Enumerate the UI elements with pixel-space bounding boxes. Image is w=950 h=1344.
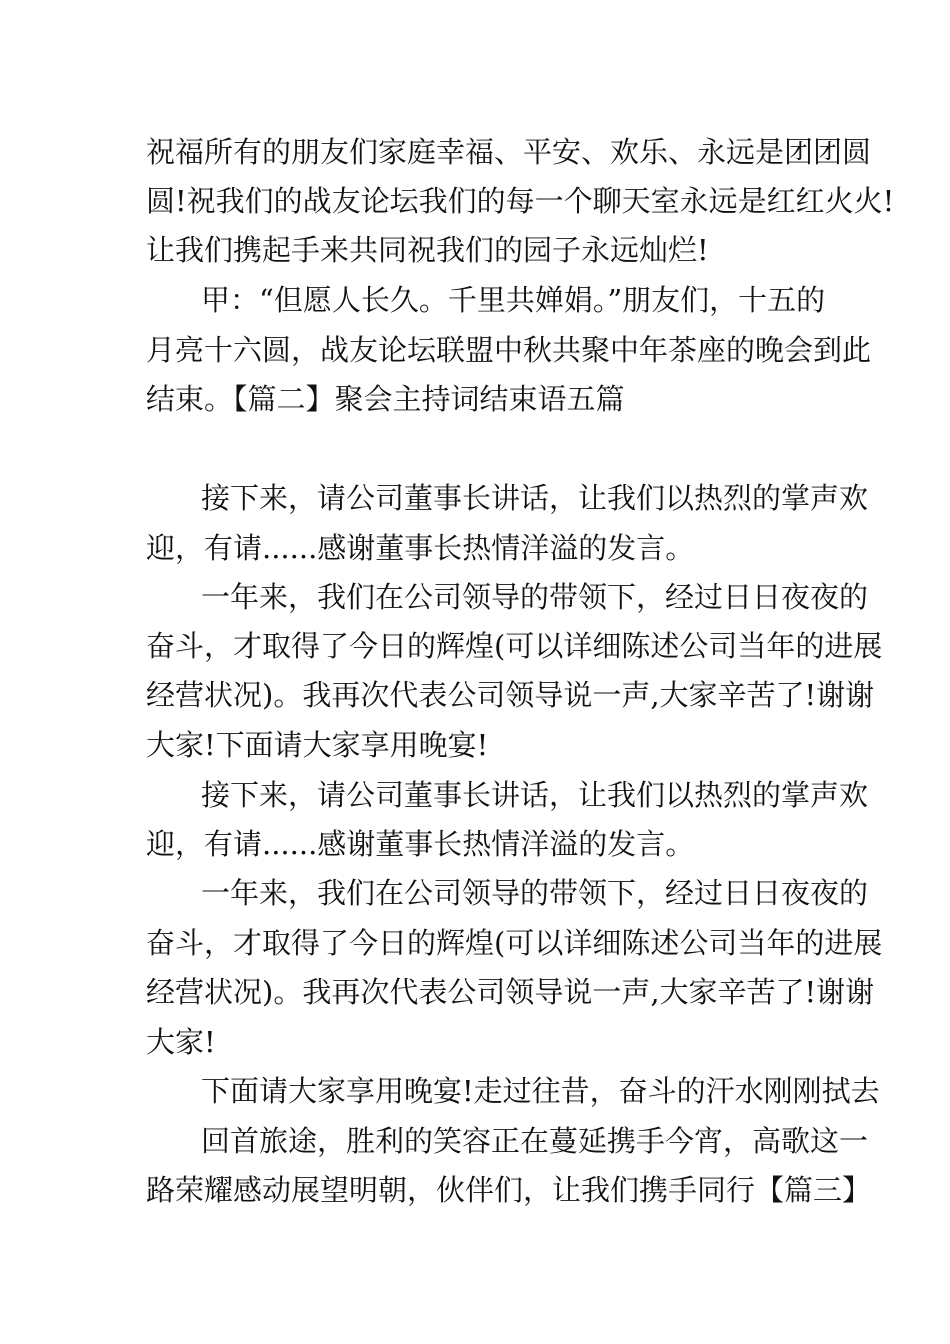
text-line: 奋斗，才取得了今日的辉煌(可以详细陈述公司当年的进展 xyxy=(146,629,883,663)
text-line: 月亮十六圆，战友论坛联盟中秋共聚中年茶座的晚会到此 xyxy=(146,333,872,367)
text-line: 下面请大家享用晚宴!走过往昔，奋斗的汗水刚刚拭去 xyxy=(201,1074,880,1108)
text-line: 大家! xyxy=(146,1025,216,1059)
text-line: 回首旅途，胜利的笑容正在蔓延携手今宵，高歌这一 xyxy=(201,1124,869,1158)
text-line: 祝福所有的朋友们家庭幸福、平安、欢乐、永远是团团圆 xyxy=(146,135,872,169)
text-line: 一年来，我们在公司领导的带领下，经过日日夜夜的 xyxy=(201,876,869,910)
text-line: 经营状况)。我再次代表公司领导说一声,大家辛苦了!谢谢 xyxy=(146,678,875,712)
text-line: 大家!下面请大家享用晚宴! xyxy=(146,728,489,762)
text-line: 经营状况)。我再次代表公司领导说一声,大家辛苦了!谢谢 xyxy=(146,975,875,1009)
text-line: 路荣耀感动展望明朝，伙伴们，让我们携手同行【篇三】 xyxy=(146,1173,872,1207)
text-line: 迎，有请......感谢董事长热情洋溢的发言。 xyxy=(146,827,695,861)
text-line: 迎，有请......感谢董事长热情洋溢的发言。 xyxy=(146,531,695,565)
text-line: 甲：“但愿人长久。千里共婵娟。”朋友们，十五的 xyxy=(201,283,826,317)
text-line: 接下来，请公司董事长讲话，让我们以热烈的掌声欢 xyxy=(201,481,869,515)
text-line: 奋斗，才取得了今日的辉煌(可以详细陈述公司当年的进展 xyxy=(146,926,883,960)
text-line: 让我们携起手来共同祝我们的园子永远灿烂! xyxy=(146,233,709,267)
text-line: 一年来，我们在公司领导的带领下，经过日日夜夜的 xyxy=(201,580,869,614)
text-line: 接下来，请公司董事长讲话，让我们以热烈的掌声欢 xyxy=(201,778,869,812)
text-line: 圆!祝我们的战友论坛我们的每一个聊天室永远是红红火火! xyxy=(146,184,895,218)
text-line: 结束。【篇二】聚会主持词结束语五篇 xyxy=(146,382,625,416)
